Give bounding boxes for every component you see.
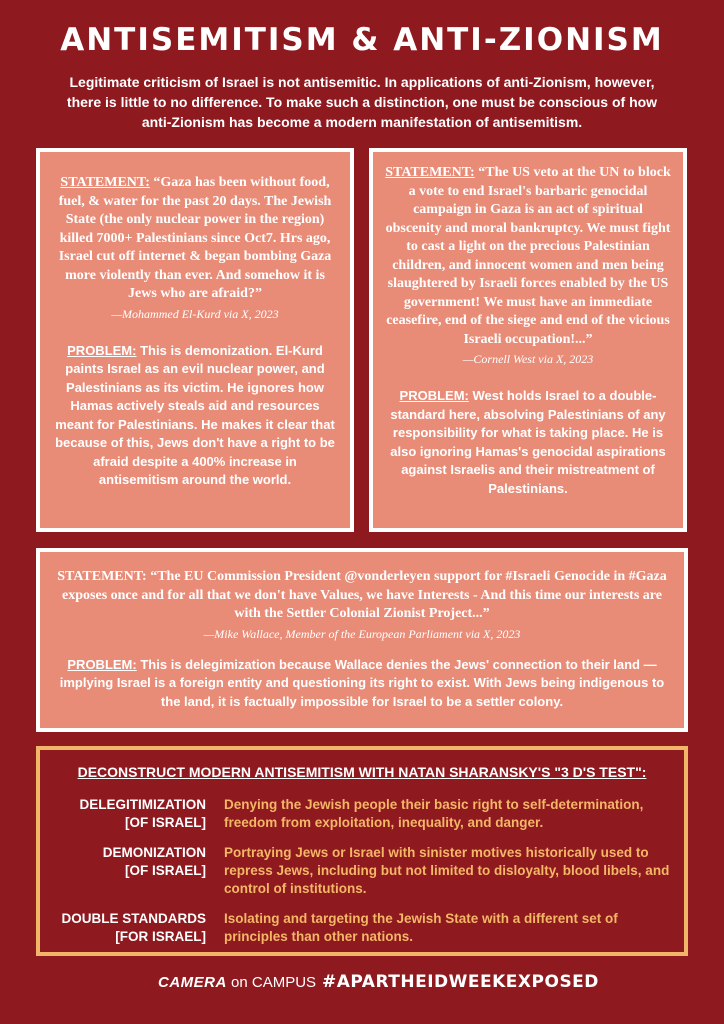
statement-quote: “Gaza has been without food, fuel, & water for the past 20 days. The Jewish State (the only nuclear power in the region) killed 7000+ Palestinians since Oct7. Hrs ago, Israel cut off internet & began bombing Gaza more violently than ever. And somehow it is Jews who are afraid?” — [58, 175, 332, 301]
statement-quote: “The US veto at the UN to block a vote to end Israel's barbaric genocidal campaign in Gaza is an act of spiritual obscenity and moral bankruptcy. We must fight to cast a light on the precious Palestinian children, and innocent women and men being slaughtered by Israeli forces enabled by the US government! We must have an immediate ceasefire, end of the siege and end of the vicious Israeli occupation!...” — [385, 165, 671, 347]
statement-text — [385, 164, 671, 349]
term-line: DELEGITIMIZATION — [79, 797, 206, 812]
problem-body: West holds Israel to a double-standard here, absolving Palestinians of any responsibility for what is taking place. He is also ignoring Hamas's genocidal aspirations against Israelis and their mistreatment of Palestinians. — [390, 388, 666, 496]
three-ds-term — [40, 910, 206, 946]
camera-on-campus-logo — [158, 974, 316, 991]
statement-attribution: —Cornell West via X, 2023 — [462, 352, 594, 366]
three-ds-definition: Denying the Jewish people their basic right to self-determination, freedom from exploitation, inequality, and danger. — [224, 797, 644, 830]
intro-text: Legitimate criticism of Israel is not antisemitic. In applications of anti-Zionism, however, there is little to no difference. To make such a distinction, one must be conscious of how anti-Zionism has become a modern manifestation of antisemitism. — [66, 74, 658, 130]
logo-wordmark: CAMERA — [158, 974, 227, 991]
statement-card-1 — [36, 148, 354, 532]
problem-text — [385, 387, 671, 498]
three-ds-definition: Isolating and targeting the Jewish State with a different set of principles than other nations. — [224, 911, 618, 944]
statement-label: STATEMENT: — [60, 175, 150, 190]
page-title: ANTISEMITISM & ANTI-ZIONISM — [60, 22, 664, 58]
problem-text — [54, 656, 670, 712]
statement-label: STATEMENT: — [57, 569, 147, 584]
term-qualifier: [FOR ISRAEL] — [115, 929, 206, 944]
term-qualifier: [OF ISRAEL] — [125, 863, 206, 878]
problem-label: PROBLEM: — [67, 342, 137, 358]
problem-body: This is delegimization because Wallace denies the Jews' connection to their land — implying Israel is a foreign entity and questioning its right to exist. With Jews being indigenous to the land, it is factually impossible for Israel to be a settler colony. — [59, 656, 665, 709]
statement-text — [54, 568, 670, 624]
logo-suffix: on CAMPUS — [226, 974, 317, 991]
term-line: DEMONIZATION — [102, 845, 206, 860]
statement-card-3 — [36, 548, 688, 732]
three-ds-heading: DECONSTRUCT MODERN ANTISEMITISM WITH NATAN SHARANSKY'S "3 D'S TEST": — [77, 764, 647, 780]
problem-body: This is demonization. El-Kurd paints Israel as an evil nuclear power, and Palestinians as its victim. He ignores how Hamas actively steals aid and resources meant for Palestinians. He makes it clear that because of this, Jews don't have a right to be afraid despite a 400% increase in antisemitism around the world. — [55, 342, 335, 487]
term-line: DOUBLE STANDARDS — [61, 911, 206, 926]
term-qualifier: [OF ISRAEL] — [125, 815, 206, 830]
footer — [0, 970, 724, 1000]
statement-attribution: —Mike Wallace, Member of the European Parliament via X, 2023 — [203, 626, 521, 641]
problem-label: PROBLEM: — [67, 656, 137, 672]
statement-attribution: —Mohammed El-Kurd via X, 2023 — [111, 306, 279, 321]
problem-label: PROBLEM: — [399, 388, 469, 403]
statement-quote: “The EU Commission President @vonderleyen support for #Israeli Genocide in #Gaza exposes once and for all that we don't have Values, we have Interests - And this time our interests are with the Settler Colonial Zionist Project...” — [62, 569, 667, 621]
three-ds-term — [40, 844, 206, 880]
problem-text — [52, 342, 338, 490]
statement-label: STATEMENT: — [385, 165, 475, 180]
three-ds-definition: Portraying Jews or Israel with sinister motives historically used to repress Jews, including but not limited to disloyalty, blood libels, and control of institutions. — [224, 845, 670, 896]
three-ds-box — [36, 746, 688, 956]
three-ds-term — [40, 796, 206, 832]
hashtag: #APARTHEIDWEEKEXPOSED — [322, 972, 599, 992]
statement-card-2 — [369, 148, 687, 532]
statement-text — [52, 174, 338, 304]
